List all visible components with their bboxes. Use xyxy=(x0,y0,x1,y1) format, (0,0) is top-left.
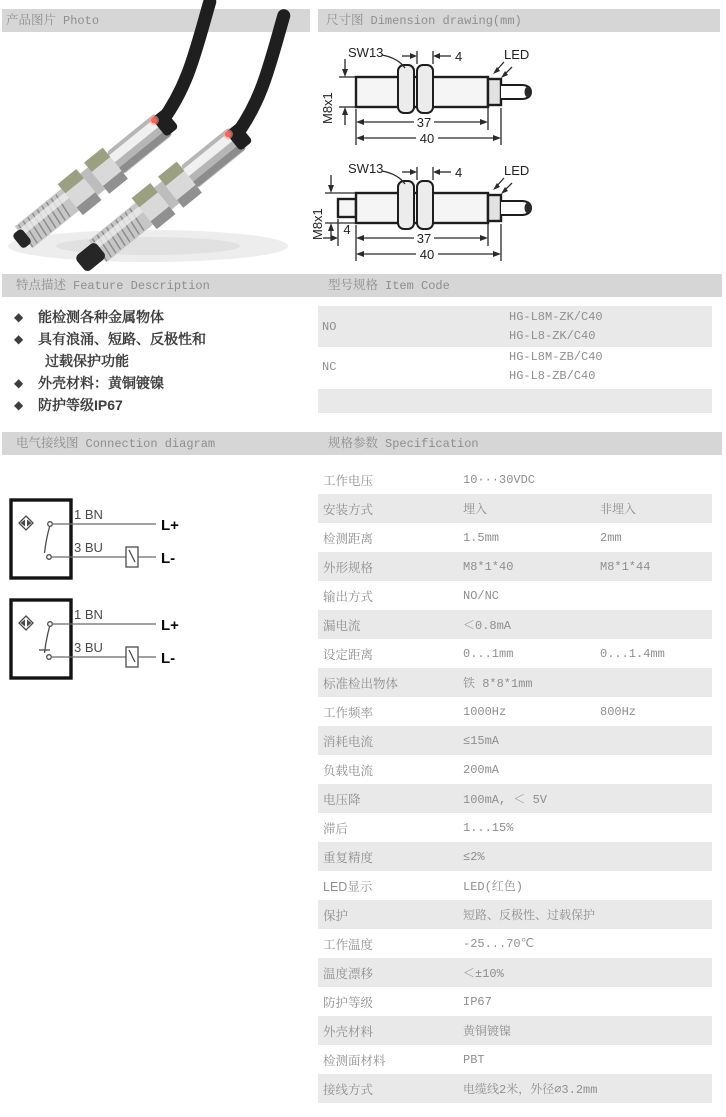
spec-value-flush: 电缆线2米，外径∅3.2mm xyxy=(463,1083,598,1097)
spec-label: 漏电流 xyxy=(323,618,361,633)
spec-value-non-flush: 800Hz xyxy=(600,704,637,719)
item-code-title-zh: 型号规格 xyxy=(328,278,379,292)
spec-value-flush: PBT xyxy=(463,1052,485,1067)
sensor-box xyxy=(11,600,71,678)
feature-item xyxy=(8,372,308,394)
connection-diagram-nc xyxy=(8,592,258,694)
spec-row xyxy=(318,639,712,668)
spec-value-non-flush: 0...1.4mm xyxy=(600,646,665,661)
spec-value-flush: 100mA, ＜ 5V xyxy=(463,793,548,807)
nut-width-label: 4 xyxy=(455,165,463,180)
spec-value-flush: LED(红色) xyxy=(463,880,524,894)
feature-title-en: Feature Description xyxy=(73,279,210,293)
diamond-bullet-icon: ◆ xyxy=(14,376,24,390)
feature-list xyxy=(8,306,308,416)
spec-row xyxy=(318,1016,712,1045)
photo-title-en: Photo xyxy=(63,14,100,28)
led-label: LED xyxy=(504,163,530,178)
spec-value-flush: 埋入 xyxy=(463,503,488,517)
item-code-values xyxy=(509,308,603,346)
spec-value-flush: 1000Hz xyxy=(463,704,507,719)
terminal-label-plus: L+ xyxy=(161,517,179,534)
dimension-section-header xyxy=(318,9,720,32)
spec-value-non-flush: 非埋入 xyxy=(600,503,637,517)
spec-value-flush: IP67 xyxy=(463,994,492,1009)
item-code-row-empty xyxy=(318,389,712,413)
terminal-label-minus: L- xyxy=(161,550,176,567)
spec-label: 负载电流 xyxy=(323,763,374,778)
feature-text: 外壳材料：黄铜镀镍 xyxy=(38,375,164,391)
wire-label-bn: 1 BN xyxy=(74,507,103,522)
spec-value-non-flush: 2mm xyxy=(600,530,622,545)
spec-value-flush: -25...70℃ xyxy=(463,937,535,951)
diamond-bullet-icon: ◆ xyxy=(14,310,24,324)
dimension-drawing-non-flush xyxy=(310,158,714,274)
feature-item xyxy=(8,306,308,328)
wire-label-bn: 1 BN xyxy=(74,607,103,622)
spec-label: 防护等级 xyxy=(323,995,374,1010)
output-type-label: NC xyxy=(322,359,337,374)
spec-value-flush: 0...1mm xyxy=(463,646,514,661)
diamond-bullet-icon: ◆ xyxy=(14,332,24,346)
spec-title-zh: 规格参数 xyxy=(328,436,379,450)
spec-label: 设定距离 xyxy=(323,647,374,662)
spec-value-flush: ＜0.8mA xyxy=(463,619,512,633)
led-collar xyxy=(488,195,501,221)
thread-length-label: 37 xyxy=(416,115,432,130)
item-code-row-no xyxy=(318,306,712,347)
feature-section-header xyxy=(2,274,320,297)
diamond-bullet-icon: ◆ xyxy=(14,398,24,412)
connection-title-zh: 电气接线图 xyxy=(16,436,79,450)
spec-label: 保护 xyxy=(323,908,349,923)
spec-value-flush: 铁 8*8*1mm xyxy=(463,677,533,691)
spec-table xyxy=(318,465,712,1103)
spec-row xyxy=(318,842,712,871)
spec-label: 温度漂移 xyxy=(323,966,374,981)
spec-label: 重复精度 xyxy=(323,850,374,865)
photo-title-zh: 产品图片 xyxy=(6,13,57,27)
spec-title-en: Specification xyxy=(385,437,479,451)
spec-label: 外壳材料 xyxy=(323,1024,374,1039)
spec-value-flush: 1.5mm xyxy=(463,530,500,545)
spec-label: 工作频率 xyxy=(323,705,374,720)
spec-value-flush: ＜±10% xyxy=(463,967,504,981)
item-code-values xyxy=(509,348,603,386)
spec-label: 工作电压 xyxy=(323,473,374,488)
item-code-row-nc xyxy=(318,347,712,386)
spec-label: 检测距离 xyxy=(323,531,374,546)
spec-row xyxy=(318,929,712,958)
nut-width-label: 4 xyxy=(455,49,463,64)
terminal-label-minus: L- xyxy=(161,650,176,667)
spec-row xyxy=(318,813,712,842)
wrench-size-label: SW13 xyxy=(348,45,384,60)
hex-nut-outline xyxy=(398,181,414,229)
spec-value-non-flush: M8*1*44 xyxy=(600,559,651,574)
spec-row xyxy=(318,1045,712,1074)
spec-value-flush: 短路、反极性、过载保护 xyxy=(463,909,596,923)
spec-label: 滞后 xyxy=(323,821,349,836)
feature-title-zh: 特点描述 xyxy=(16,278,67,292)
spec-row xyxy=(318,871,712,900)
feature-text-continued: 过载保护功能 xyxy=(45,353,129,369)
spec-label: 接线方式 xyxy=(323,1082,374,1097)
spec-label: 安装方式 xyxy=(323,502,374,517)
wrench-size-label: SW13 xyxy=(348,161,384,176)
sensing-tip-outline xyxy=(338,199,356,217)
spec-label: 标准检出物体 xyxy=(323,676,399,691)
spec-value-flush: 黄铜镀镍 xyxy=(463,1025,512,1039)
product-photo xyxy=(8,36,306,268)
spec-label: 检测面材料 xyxy=(323,1053,386,1068)
spec-value-flush: NO/NC xyxy=(463,588,500,603)
item-code-title-en: Item Code xyxy=(385,279,450,293)
spec-section-header xyxy=(318,432,722,455)
tip-length-label: 4 xyxy=(343,222,351,237)
led-label: LED xyxy=(504,47,530,62)
feature-item xyxy=(8,394,308,416)
spec-label: 外形规格 xyxy=(323,560,374,575)
hex-nut-outline xyxy=(417,181,433,229)
spec-row xyxy=(318,523,712,552)
wire-label-bu: 3 BU xyxy=(74,640,103,655)
total-length-label: 40 xyxy=(419,131,435,146)
item-code: HG-L8M-ZK/C40 xyxy=(509,309,603,324)
feature-text: 具有浪涌、短路、反极性和 xyxy=(38,331,206,347)
wire-label-bu: 3 BU xyxy=(74,540,103,555)
spec-row xyxy=(318,610,712,639)
feature-item xyxy=(8,328,308,350)
spec-value-flush: 1...15% xyxy=(463,820,514,835)
item-code: HG-L8-ZB/C40 xyxy=(509,368,596,383)
connection-section-header xyxy=(2,432,320,455)
photo-section-header xyxy=(2,9,310,32)
spec-row xyxy=(318,581,712,610)
spec-row xyxy=(318,958,712,987)
spec-label: 工作温度 xyxy=(323,937,374,952)
terminal-label-plus: L+ xyxy=(161,617,179,634)
spec-row xyxy=(318,726,712,755)
spec-label: 消耗电流 xyxy=(323,734,374,749)
spec-row xyxy=(318,784,712,813)
spec-value-flush: 10···30VDC xyxy=(463,472,536,487)
item-code-section-header xyxy=(318,274,722,297)
spec-value-flush: 200mA xyxy=(463,762,500,777)
dimension-title-en: Dimension drawing(mm) xyxy=(370,14,522,28)
spec-row xyxy=(318,668,712,697)
feature-text: 能检测各种金属物体 xyxy=(38,309,164,325)
spec-row xyxy=(318,900,712,929)
spec-row xyxy=(318,987,712,1016)
spec-value-flush: M8*1*40 xyxy=(463,559,514,574)
spec-label: 输出方式 xyxy=(323,589,374,604)
feature-text: 防护等级IP67 xyxy=(38,397,123,413)
thread-spec-label: M8x1 xyxy=(320,92,335,124)
connection-title-en: Connection diagram xyxy=(85,437,216,451)
spec-row xyxy=(318,494,712,523)
hex-nut-outline xyxy=(398,65,414,113)
thread-spec-label: M8x1 xyxy=(310,208,325,240)
spec-row xyxy=(318,1074,712,1103)
thread-length-label: 37 xyxy=(416,231,432,246)
total-length-label: 40 xyxy=(419,247,435,262)
sensor-cable xyxy=(196,16,323,136)
spec-row xyxy=(318,697,712,726)
hex-nut-outline xyxy=(417,65,433,113)
item-code: HG-L8-ZK/C40 xyxy=(509,328,596,343)
spec-row xyxy=(318,465,712,494)
spec-label: 电压降 xyxy=(323,792,361,807)
led-collar xyxy=(488,79,501,105)
item-code: HG-L8M-ZB/C40 xyxy=(509,349,603,364)
dimension-title-zh: 尺寸图 xyxy=(326,13,364,27)
spec-label: LED显示 xyxy=(323,879,373,894)
spec-value-flush: ≤2% xyxy=(463,849,485,864)
connection-diagram-no xyxy=(8,492,258,594)
sensor-box xyxy=(11,500,71,578)
spec-row xyxy=(318,755,712,784)
output-type-label: NO xyxy=(322,319,337,334)
spec-row xyxy=(318,552,712,581)
spec-value-flush: ≤15mA xyxy=(463,733,500,748)
dimension-drawing-flush xyxy=(318,42,714,158)
